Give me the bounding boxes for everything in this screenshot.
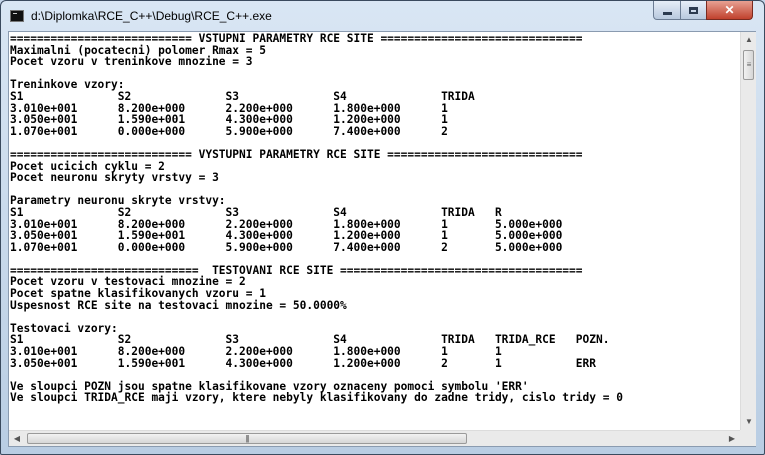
console-app-icon[interactable] bbox=[10, 10, 24, 22]
console-line: Uspesnost RCE site na testovaci mnozine = 50.0000% bbox=[10, 298, 347, 312]
console-line: S1 S2 S3 S4 TRIDA TRIDA_RCE POZN. bbox=[10, 333, 610, 347]
arrow-up-icon: ▲ bbox=[745, 35, 753, 44]
console-line: S1 S2 S3 S4 TRIDA R bbox=[10, 205, 502, 219]
arrow-left-icon: ◀ bbox=[13, 434, 21, 443]
console-line: Pocet ucicich cyklu = 2 bbox=[10, 159, 165, 173]
maximize-icon bbox=[689, 7, 698, 14]
console-line: Pocet spatne klasifikovanych vzoru = 1 bbox=[10, 287, 266, 301]
console-line: Maximalni (pocatecni) polomer Rmax = 5 bbox=[10, 43, 266, 57]
console-line: Pocet vzoru v testovaci mnozine = 2 bbox=[10, 275, 246, 289]
minimize-icon bbox=[663, 12, 672, 15]
console-line: 3.010e+001 8.200e+000 2.200e+000 1.800e+000 1 bbox=[10, 101, 448, 115]
console-line: 3.010e+001 8.200e+000 2.200e+000 1.800e+000 1 1 bbox=[10, 345, 502, 359]
console-line: 3.050e+001 1.590e+001 4.300e+000 1.200e+000 1 5.000e+000 bbox=[10, 229, 563, 243]
console-line: S1 S2 S3 S4 TRIDA bbox=[10, 89, 475, 103]
console-line: 3.050e+001 1.590e+001 4.300e+000 1.200e+000 2 1 ERR bbox=[10, 356, 596, 370]
console-line: Pocet neuronu skryty vrstvy = 3 bbox=[10, 171, 219, 185]
vertical-scrollbar[interactable] bbox=[740, 32, 756, 430]
arrow-right-icon: ▶ bbox=[728, 434, 736, 443]
console-line: Ve sloupci TRIDA_RCE maji vzory, ktere nebyly klasifikovany do zadne tridy, cislo tridy = 0 bbox=[10, 391, 623, 405]
console-output[interactable] bbox=[9, 32, 739, 430]
scroll-up-button[interactable] bbox=[741, 32, 757, 48]
console-line: ============================ TESTOVANI RCE SITE ==================================== bbox=[10, 263, 583, 277]
window-title: d:\Diplomka\RCE_C++\Debug\RCE_C++.exe bbox=[31, 9, 272, 23]
maximize-button[interactable] bbox=[680, 1, 707, 20]
scrollbar-corner bbox=[740, 430, 756, 446]
scroll-left-button[interactable] bbox=[9, 431, 25, 447]
console-line: =========================== VYSTUPNI PARAMETRY RCE SITE ============================= bbox=[10, 147, 583, 161]
close-icon: ✕ bbox=[724, 3, 735, 17]
console-line: 3.050e+001 1.590e+001 4.300e+000 1.200e+000 1 bbox=[10, 113, 448, 127]
grip-icon: ≡ bbox=[746, 60, 751, 69]
vertical-scroll-thumb[interactable] bbox=[743, 50, 754, 80]
console-line: 3.010e+001 8.200e+000 2.200e+000 1.800e+000 1 5.000e+000 bbox=[10, 217, 563, 231]
minimize-button[interactable] bbox=[653, 1, 681, 20]
horizontal-scroll-thumb[interactable] bbox=[27, 433, 467, 444]
console-line: 1.070e+001 0.000e+000 5.900e+000 7.400e+000 2 5.000e+000 bbox=[10, 240, 563, 254]
console-line: 1.070e+001 0.000e+000 5.900e+000 7.400e+000 2 bbox=[10, 124, 448, 138]
arrow-down-icon: ▼ bbox=[745, 417, 753, 426]
console-text bbox=[9, 32, 739, 404]
console-line: Treninkove vzory: bbox=[10, 78, 125, 92]
console-line: Testovaci vzory: bbox=[10, 321, 118, 335]
scroll-right-button[interactable] bbox=[724, 431, 740, 447]
console-line: Ve sloupci POZN jsou spatne klasifikovane vzory oznaceny pomoci symbolu 'ERR' bbox=[10, 379, 529, 393]
title-bar[interactable] bbox=[1, 1, 764, 31]
console-line: Parametry neuronu skryte vrstvy: bbox=[10, 194, 226, 208]
grip-icon: ||| bbox=[245, 433, 249, 443]
console-line: =========================== VSTUPNI PARAMETRY RCE SITE ============================== bbox=[10, 32, 583, 45]
scroll-down-button[interactable] bbox=[741, 414, 757, 430]
horizontal-scrollbar[interactable] bbox=[9, 430, 740, 446]
console-client-area bbox=[8, 31, 756, 447]
console-line: Pocet vzoru v treninkove mnozine = 3 bbox=[10, 55, 253, 69]
close-button[interactable] bbox=[706, 1, 753, 20]
